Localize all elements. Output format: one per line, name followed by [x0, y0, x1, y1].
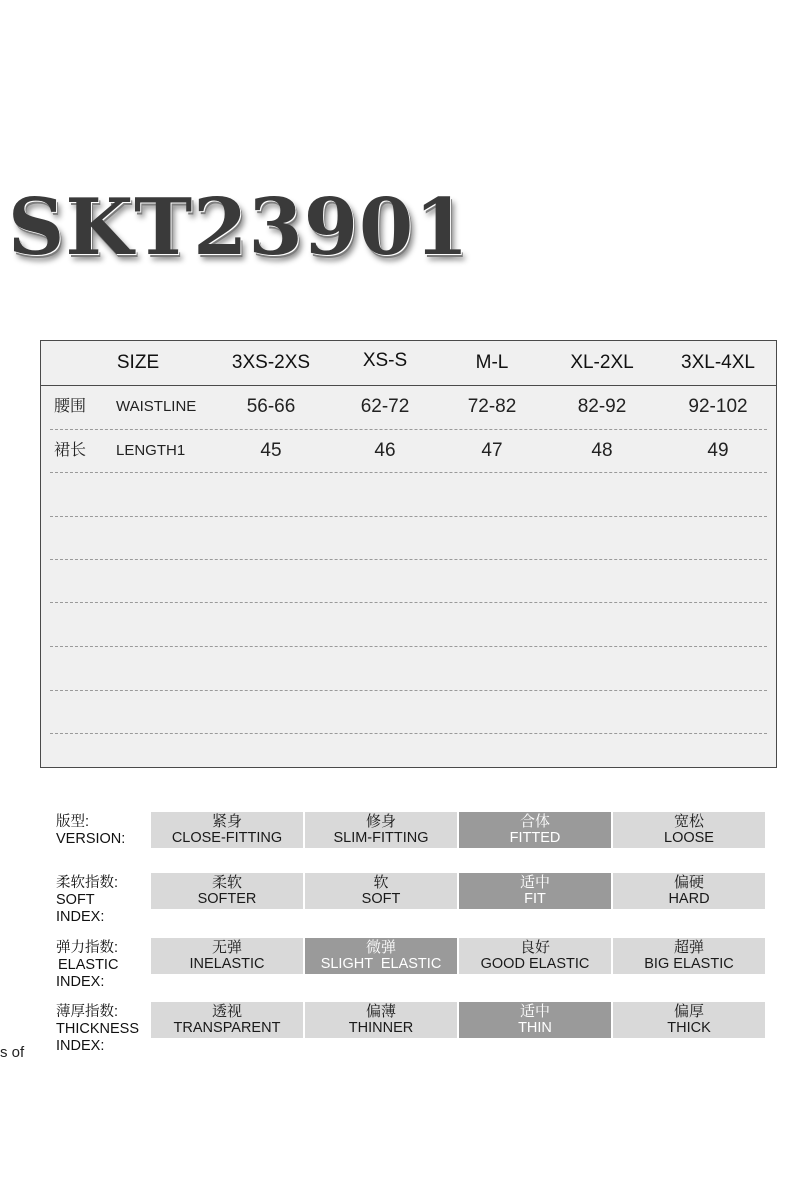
- row-divider: [50, 690, 767, 691]
- option-label-en: SLIM-FITTING: [333, 830, 429, 846]
- option-label-zh: 宽松: [673, 813, 704, 830]
- option-label-zh: 紧身: [211, 813, 242, 830]
- option-label-en: LOOSE: [664, 830, 714, 846]
- attribute-label-en: INDEX:: [56, 909, 105, 925]
- table-row-length: [41, 429, 776, 473]
- option-label-zh: 软: [373, 874, 389, 891]
- attribute-label: [56, 875, 118, 926]
- table-cell: 46: [374, 440, 396, 461]
- size-column-header: XL-2XL: [570, 352, 634, 373]
- table-cell: 48: [591, 440, 613, 461]
- option-label-zh: 透视: [211, 1003, 242, 1020]
- option-label-zh: 偏硬: [673, 874, 704, 891]
- row-label-en: LENGTH1: [116, 442, 186, 459]
- table-row-waistline: [41, 385, 776, 429]
- option-fit-selected: [459, 873, 611, 909]
- option-good-elastic: [459, 938, 611, 974]
- option-label-en: GOOD ELASTIC: [480, 956, 590, 972]
- table-cell: 45: [260, 440, 282, 461]
- attribute-label-zh: 柔软指数:: [56, 875, 119, 891]
- option-inelastic: [151, 938, 303, 974]
- attribute-row-version: [0, 812, 800, 872]
- attribute-label-en: INDEX:: [56, 1038, 105, 1054]
- attribute-label-en: THICKNESS: [56, 1021, 139, 1037]
- table-cell: 72-82: [467, 396, 517, 417]
- option-label-en: CLOSE-FITTING: [171, 830, 283, 846]
- option-label-zh: 偏薄: [365, 1003, 396, 1020]
- option-label-en: TRANSPARENT: [173, 1020, 281, 1036]
- product-code-title: SKT23901: [8, 182, 470, 273]
- row-label-en: WAISTLINE: [116, 398, 197, 415]
- size-column-header: XS-S: [362, 350, 408, 371]
- attribute-label: [56, 1004, 139, 1055]
- option-label-zh: 合体: [519, 813, 550, 830]
- option-close-fitting: [151, 812, 303, 848]
- row-divider: [50, 733, 767, 734]
- attribute-label-en: VERSION:: [56, 831, 126, 847]
- size-chart-table: [40, 340, 777, 768]
- option-transparent: [151, 1002, 303, 1038]
- attribute-label-zh: 薄厚指数:: [56, 1004, 119, 1020]
- attribute-label: [56, 940, 118, 991]
- option-slight-elastic-selected: [305, 938, 457, 974]
- option-label-en: INELASTIC: [189, 956, 265, 972]
- size-column-header: 3XL-4XL: [681, 352, 755, 373]
- attribute-label-zh: 弹力指数:: [56, 940, 119, 956]
- option-slim-fitting: [305, 812, 457, 848]
- table-cell: 62-72: [360, 396, 410, 417]
- option-label-zh: 偏厚: [673, 1003, 704, 1020]
- attribute-label-en: SOFT: [56, 892, 95, 908]
- row-divider: [50, 646, 767, 647]
- table-cell: 47: [481, 440, 503, 461]
- option-label-zh: 适中: [519, 1003, 550, 1020]
- table-cell: 56-66: [246, 396, 296, 417]
- row-label-zh: 腰围: [54, 398, 87, 415]
- option-label-zh: 无弹: [211, 939, 242, 956]
- option-soft: [305, 873, 457, 909]
- attribute-label: [56, 814, 125, 848]
- option-hard: [613, 873, 765, 909]
- attribute-label-en: ELASTIC: [58, 957, 119, 973]
- row-divider: [50, 472, 767, 473]
- option-label-zh: 修身: [365, 813, 396, 830]
- attribute-row-soft-index: [0, 873, 800, 933]
- option-label-zh: 适中: [519, 874, 550, 891]
- size-column-header: M-L: [475, 352, 509, 373]
- option-label-en: SOFTER: [197, 891, 257, 907]
- size-header-row: [41, 341, 776, 386]
- attribute-label-en: INDEX:: [56, 974, 105, 990]
- option-label-zh: 良好: [519, 939, 550, 956]
- row-divider: [50, 602, 767, 603]
- option-loose: [613, 812, 765, 848]
- table-cell: 49: [707, 440, 729, 461]
- size-column-header: 3XS-2XS: [231, 352, 311, 373]
- size-header-label: SIZE: [116, 352, 160, 373]
- attribute-row-thickness-index: [0, 1002, 800, 1062]
- option-big-elastic: [613, 938, 765, 974]
- option-label-en: SLIGHT ELASTIC: [320, 956, 442, 972]
- option-label-en: SOFT: [361, 891, 401, 907]
- row-divider: [50, 516, 767, 517]
- row-divider: [50, 559, 767, 560]
- option-label-en: BIG ELASTIC: [644, 956, 734, 972]
- option-label-en: FIT: [524, 891, 546, 907]
- table-cell: 92-102: [688, 396, 748, 417]
- option-thinner: [305, 1002, 457, 1038]
- option-softer: [151, 873, 303, 909]
- cropped-edge-text: s of: [0, 1044, 25, 1061]
- row-label-zh: 裙长: [54, 442, 87, 459]
- attribute-row-elastic-index: [0, 938, 800, 998]
- attribute-label-zh: 版型:: [56, 814, 90, 830]
- option-label-en: THIN: [518, 1020, 552, 1036]
- option-label-en: HARD: [668, 891, 710, 907]
- option-label-en: FITTED: [509, 830, 561, 846]
- option-thin-selected: [459, 1002, 611, 1038]
- option-thick: [613, 1002, 765, 1038]
- option-label-zh: 柔软: [211, 874, 242, 891]
- option-label-en: THICK: [667, 1020, 711, 1036]
- option-label-zh: 超弹: [673, 939, 704, 956]
- option-fitted-selected: [459, 812, 611, 848]
- option-label-en: THINNER: [348, 1020, 414, 1036]
- table-cell: 82-92: [577, 396, 627, 417]
- option-label-zh: 微弹: [365, 939, 396, 956]
